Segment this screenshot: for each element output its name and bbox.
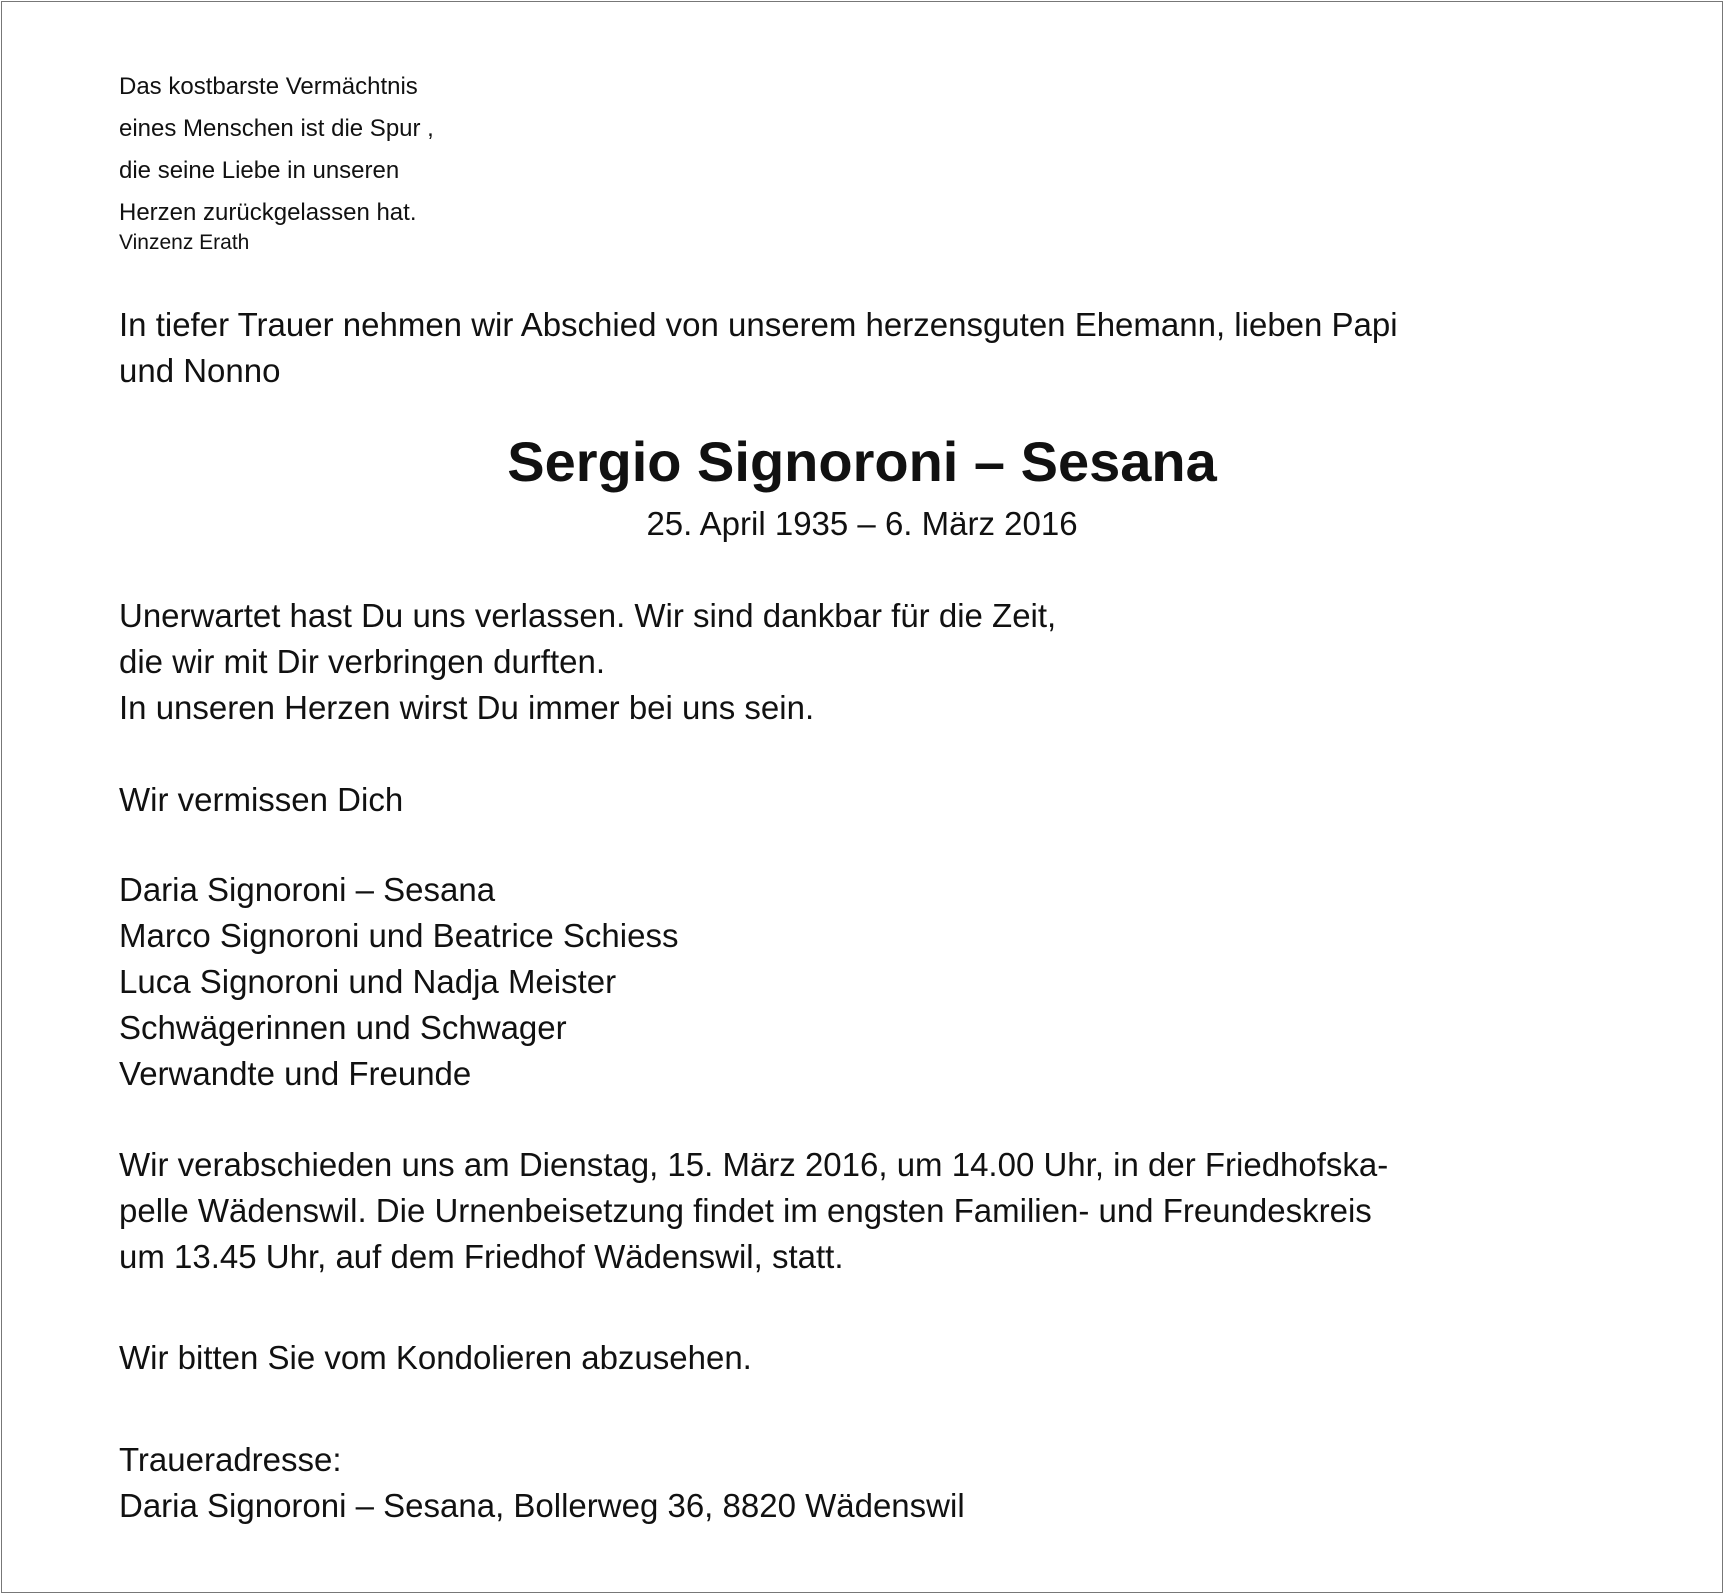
quote-line: die seine Liebe in unseren: [119, 157, 400, 184]
condolence-note: Wir bitten Sie vom Kondolieren abzusehen.: [119, 1339, 752, 1376]
mourner: Verwandte und Freunde: [119, 1055, 472, 1092]
message: [119, 593, 1056, 731]
ceremony-line: um 13.45 Uhr, auf dem Friedhof Wädenswil, statt.: [119, 1238, 844, 1275]
address-value: Daria Signoroni – Sesana, Bollerweg 36, 8820 Wädenswil: [119, 1487, 965, 1524]
deceased-name: Sergio Signoroni – Sesana: [507, 430, 1217, 493]
quote-line: Das kostbarste Vermächtnis: [119, 73, 418, 100]
quote-line: eines Menschen ist die Spur ,: [119, 115, 434, 142]
miss-text: Wir vermissen Dich: [119, 781, 404, 818]
life-dates: 25. April 1935 – 6. März 2016: [646, 505, 1078, 542]
mourner: Luca Signoroni und Nadja Meister: [119, 963, 617, 1000]
mourning-address: [119, 1437, 965, 1529]
message-line: die wir mit Dir verbringen durften.: [119, 643, 606, 680]
ceremony-info: [119, 1142, 1388, 1280]
quote-line: Herzen zurückgelassen hat.: [119, 199, 417, 226]
mourners-list: [119, 867, 678, 1097]
mourner: Schwägerinnen und Schwager: [119, 1009, 567, 1046]
mourner: Daria Signoroni – Sesana: [119, 871, 496, 908]
intro-text: [119, 302, 1398, 394]
message-line: Unerwartet hast Du uns verlassen. Wir sind dankbar für die Zeit,: [119, 597, 1057, 634]
message-line: In unseren Herzen wirst Du immer bei uns sein.: [119, 689, 815, 726]
address-label: Traueradresse:: [119, 1441, 342, 1478]
ceremony-line: Wir verabschieden uns am Dienstag, 15. März 2016, um 14.00 Uhr, in der Friedhofska-: [119, 1146, 1389, 1183]
intro-line: und Nonno: [119, 352, 281, 389]
quote-author: Vinzenz Erath: [119, 231, 250, 254]
intro-line: In tiefer Trauer nehmen wir Abschied von unserem herzensguten Ehemann, lieben Papi: [119, 306, 1398, 343]
quote: [119, 66, 434, 234]
ceremony-line: pelle Wädenswil. Die Urnenbeisetzung findet im engsten Familien- und Freundeskreis: [119, 1192, 1372, 1229]
mourner: Marco Signoroni und Beatrice Schiess: [119, 917, 679, 954]
